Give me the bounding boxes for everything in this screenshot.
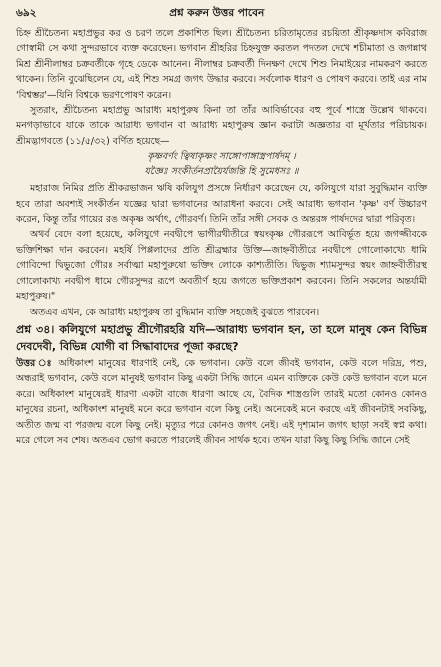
- answer-text: অধিকাংশ মানুষের ধারণাই নেই, কে ভগবান। কেউ বলে জীবই ভগবান, কেউ বলে দরিদ্র, পশু, অন্ধরাই ভগবান, কেউ বলে মানুষই ভগবান কিছু একটা সিদ্ধি জানে এমন ব্যক্তিকে কেউ কেউ ভগবান বলে মনে করে। অধিকাংশ মানুষেরই ধারণা একটা বাজে ধারণা আছে যে, বৈদিক শাস্ত্রগুলি তারই মতো কোনও কোনও মানুষের রচনা, অধিকাংশ মানুষই মনে করে ভগবান বলে কিছু নেই। অনেকেই মনে করছে এই জীবনটাই সবকিছু, অতীত জন্ম বা পরজন্ম বলে কিছু নেই। মৃত্যুর পরে কোনও জগৎ নেই। এই দৃশ্যমান জগৎ ছাড়া সবই স্বপ্ন কথা। মরে গেলে সব শেষ। অতএব ভোগ করতে পারলেই জীবন সার্থক হবে। তখন যারা কিছু কিছু সিদ্ধি জানে সেই: [16, 357, 428, 446]
- body-text: [16, 26, 427, 320]
- page-number: ৬৯২: [16, 7, 37, 19]
- answer-paragraph: [16, 356, 427, 448]
- answer-block: [16, 356, 427, 448]
- question-heading: প্রশ্ন ৩৪। কলিযুগে মহাপ্রভু শ্রীগৌরহরি যদি—আরাধ্য ভগবান হন, তা হলে মানুষ কেন বিভিন্ন দেবদেবী, বিভিন্ন যোগী বা সিদ্ধাবাদের পূজা করছে?: [16, 322, 427, 353]
- paragraph: চিহ্ন শ্রীচৈতন্য মহাপ্রভুর কর ও চরণ তলে প্রকাশিত ছিল। শ্রীচৈতন্য চরিতামৃতের রচয়িতা শ্রীকৃষ্ণদাস কবিরাজ গোস্বামী সে কথা সুন্দরভাবে ব্যক্ত করেছেন। ভগবান শ্রীহরির চিহ্নযুক্ত করতল পদতল দেখে শচীমাতা ও জগন্নাথ মিশ্র শ্রীনীলাম্বর চক্রবর্তীকে গৃহে ডেকে আনেন। নীলাম্বর চক্রবর্তী দিনক্ষণ দেখে শিশু নিমাইয়ের নামকরণ করতে থাকেন। তিনি বুঝেছিলেন যে, এই শিশু সমগ্র জগৎ উদ্ধার করবে। সর্বলোক ধারণ ও পোষণ করবে। তাই এর নাম 'বিশ্বম্ভর'—যিনি বিশ্বকে ভরণপোষণ করেন।: [16, 28, 427, 101]
- paragraph: মহারাজ নিমির প্রতি শ্রীকরভাজন ঋষি কলিযুগ প্রসঙ্গে নির্ধারণ করেছেন যে, কলিযুগে যারা সুবুদ্ধিমান ব্যক্তি হবে তারা অবশ্যই সংকীর্তন যজ্ঞের দ্বারা ভগবানের আরাধনা করবে। সেই আরাধ্য ভগবান 'কৃষ্ণ' বর্ণ উচ্চারণ করেন, কিন্তু তাঁর গায়ের রঙ অকৃষ্ণ অর্থাৎ, গৌরবর্ণ। তিনি তাঁর সঙ্গী সেবক ও অন্তরঙ্গ পার্ষদদের দ্বারা পরিবৃত।: [16, 183, 427, 226]
- paragraph: অতএব এখন, কে আরাধ্য মহাপুরুষ তা বুদ্ধিমান ব্যক্তি সহজেই বুঝতে পারবেন।: [30, 306, 320, 318]
- paragraph: সুতরাং, শ্রীচৈতন্য মহাপ্রভু আরাধ্য মহাপুরুষ কিনা তা তাঁর আবির্ভাবের বহু পূর্বে শাস্ত্রে উল্লেখ থাকবে। মনগড়াভাবে যাকে তাকে আরাধ্য ভগবান বা আরাধ্য মহাপুরুষ জ্ঞান করাটা অজ্ঞতার বা মূর্খতার পরিচায়ক। শ্রীমদ্ভাগবতে (১১/৫/৩২) বর্ণিত হয়েছে—: [16, 105, 427, 147]
- sanskrit-verse: [16, 150, 427, 179]
- answer-label: উত্তর ঃ: [16, 357, 54, 369]
- verse-line: যজ্ঞৈঃ সংকীর্তনপ্রায়ৈর্যজন্তি হি সুমেধসঃ ॥: [144, 165, 299, 177]
- verse-line: কৃষ্ণবর্ণং ত্বিষাকৃষ্ণং সাঙ্গোপাঙ্গাস্ত্রপার্ষদম্ ।: [147, 151, 296, 163]
- page-header: [16, 6, 427, 22]
- paragraph: অথর্ব বেদে বলা হয়েছে, কলিযুগে নবদ্বীপে ভাগীরথীতীরে স্বয়ংকৃষ্ণ গৌররূপে আবির্ভূত হয়ে জগজ্জীবকে ভক্তিশিক্ষা দান করবেন। মহর্ষি পিপ্পলাদের প্রতি শ্রীব্রহ্মার উক্তি—জাহ্নবীতীরে নবদ্বীপে গোলোকাখ্যে ধামি গোবিন্দো দ্বিভুজো গৌরঃ সর্বাত্মা মহাপুরুষো ভক্তিং লোকে কাশ্যতীতি। দ্বিভুজ শ্যামসুন্দর স্বয়ং জাহ্নবীতীরস্থ গোলোকাখ্য নবদ্বীপ ধামে গৌরসুন্দর রূপে অবতীর্ণ হয়ে জগতে ভক্তিপ্রকাশ করবেন। তিনি সকলের অন্তর্যামী মহাপুরুষ।": [16, 229, 427, 303]
- running-head: প্রশ্ন করুন উত্তর পাবেন: [169, 7, 265, 19]
